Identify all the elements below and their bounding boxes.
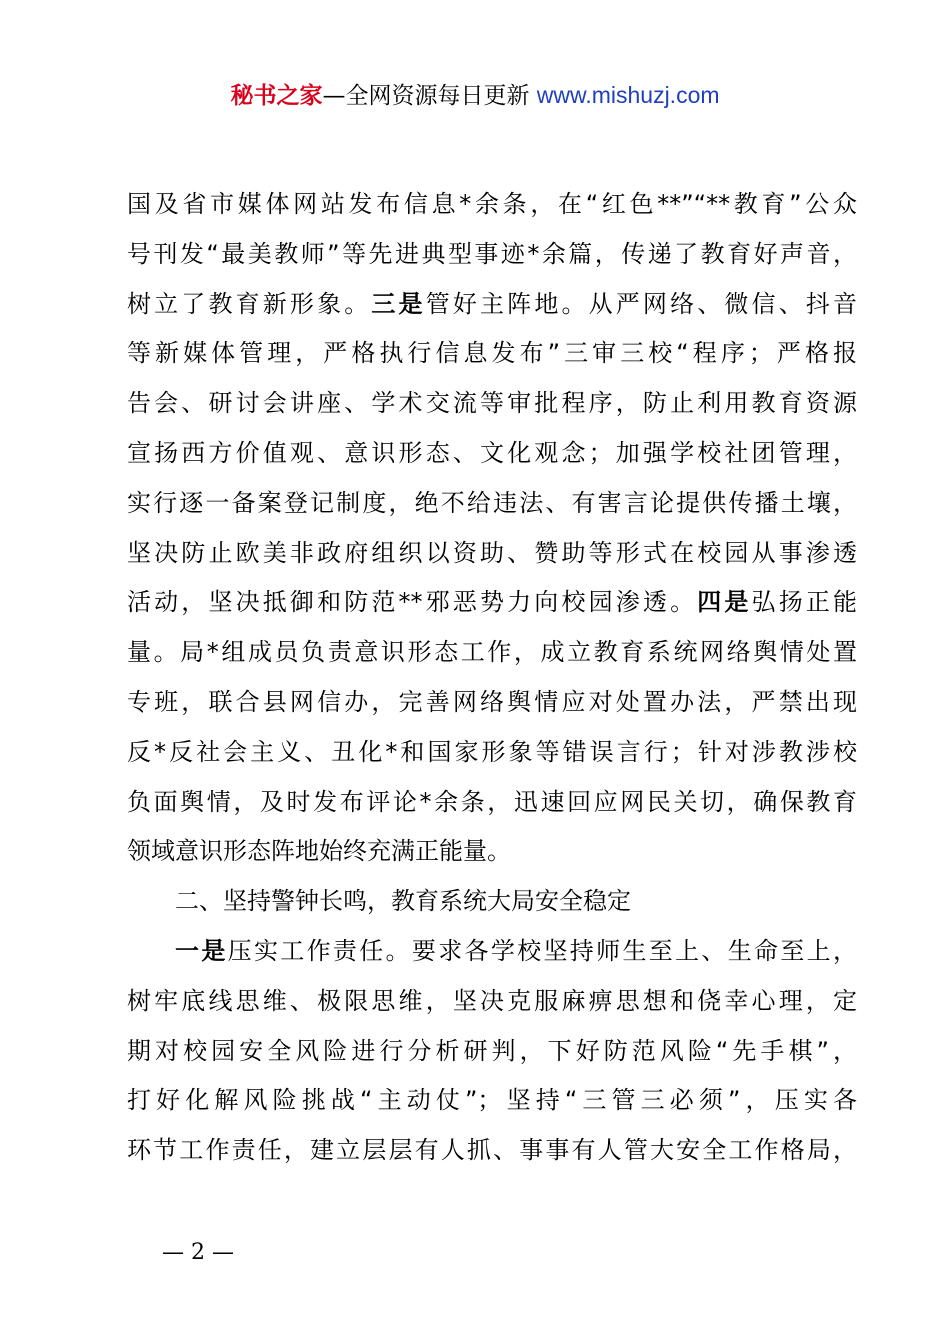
text-line: 反*反社会主义、丑化*和国家形象等错误言行；针对涉教涉校 [127, 737, 857, 766]
site-url-link[interactable]: www.mishuzj.com [536, 82, 720, 108]
text-line: 实行逐一备案登记制度，绝不给违法、有害言论提供传播土壤， [127, 488, 857, 517]
text-line: 一是压实工作责任。要求各学校坚持师生至上、生命至上， [175, 936, 857, 965]
paragraph-safety-responsibility [127, 927, 857, 1176]
text-line: 国及省市媒体网站发布信息*余条，在“红色**”“**教育”公众 [127, 190, 857, 218]
point-marker-four: 四是 [697, 588, 752, 617]
text-line: 树牢底线思维、极限思维，坚决克服麻痹思想和侥幸心理，定 [127, 986, 857, 1015]
text-line: 期对校园安全风险进行分析研判，下好防范风险“先手棋”， [127, 1036, 857, 1065]
text-line: 专班，联合县网信办，完善网络舆情应对处置办法，严禁出现 [127, 687, 857, 716]
text-line: 打好化解风险挑战“主动仗”；坚持“三管三必须”，压实各 [127, 1086, 857, 1115]
point-marker-three: 三是 [371, 289, 426, 318]
text-line: 领域意识形态阵地始终充满正能量。 [127, 837, 511, 866]
text-line: 等新媒体管理，严格执行信息发布”三审三校“程序；严格报 [127, 339, 857, 368]
text-line: 宣扬西方价值观、意识形态、文化观念；加强学校社团管理， [127, 438, 857, 467]
text-line: 号刊发“最美教师”等先进典型事迹*余篇，传递了教育好声音， [127, 239, 857, 268]
banner-tagline: —全网资源每日更新 [322, 83, 537, 109]
paragraph-media-work [127, 180, 857, 877]
site-banner [0, 80, 950, 111]
text-line: 环节工作责任，建立层层有人抓、事事有人管大安全工作格局， [127, 1136, 857, 1165]
document-body [127, 180, 857, 1176]
text-line: 告会、研讨会讲座、学术交流等审批程序，防止利用教育资源 [127, 389, 857, 418]
text-line: 树立了教育新形象。三是管好主阵地。从严网络、微信、抖音 [127, 289, 858, 318]
text-line: 量。局*组成员负责意识形态工作，成立教育系统网络舆情处置 [127, 638, 857, 667]
text-line: 坚决防止欧美非政府组织以资助、赞助等形式在校园从事渗透 [127, 538, 857, 567]
text-line: 活动，坚决抵御和防范**邪恶势力向校园渗透。四是弘扬正能 [127, 588, 858, 617]
page-number: — 2 — [162, 1240, 234, 1265]
brand-name: 秘书之家 [230, 83, 323, 109]
text-line: 负面舆情，及时发布评论*余条，迅速回应网民关切，确保教育 [127, 787, 857, 816]
section-heading: 二、坚持警钟长鸣，教育系统大局安全稳定 [175, 887, 631, 916]
point-marker-one: 一是 [175, 936, 228, 965]
